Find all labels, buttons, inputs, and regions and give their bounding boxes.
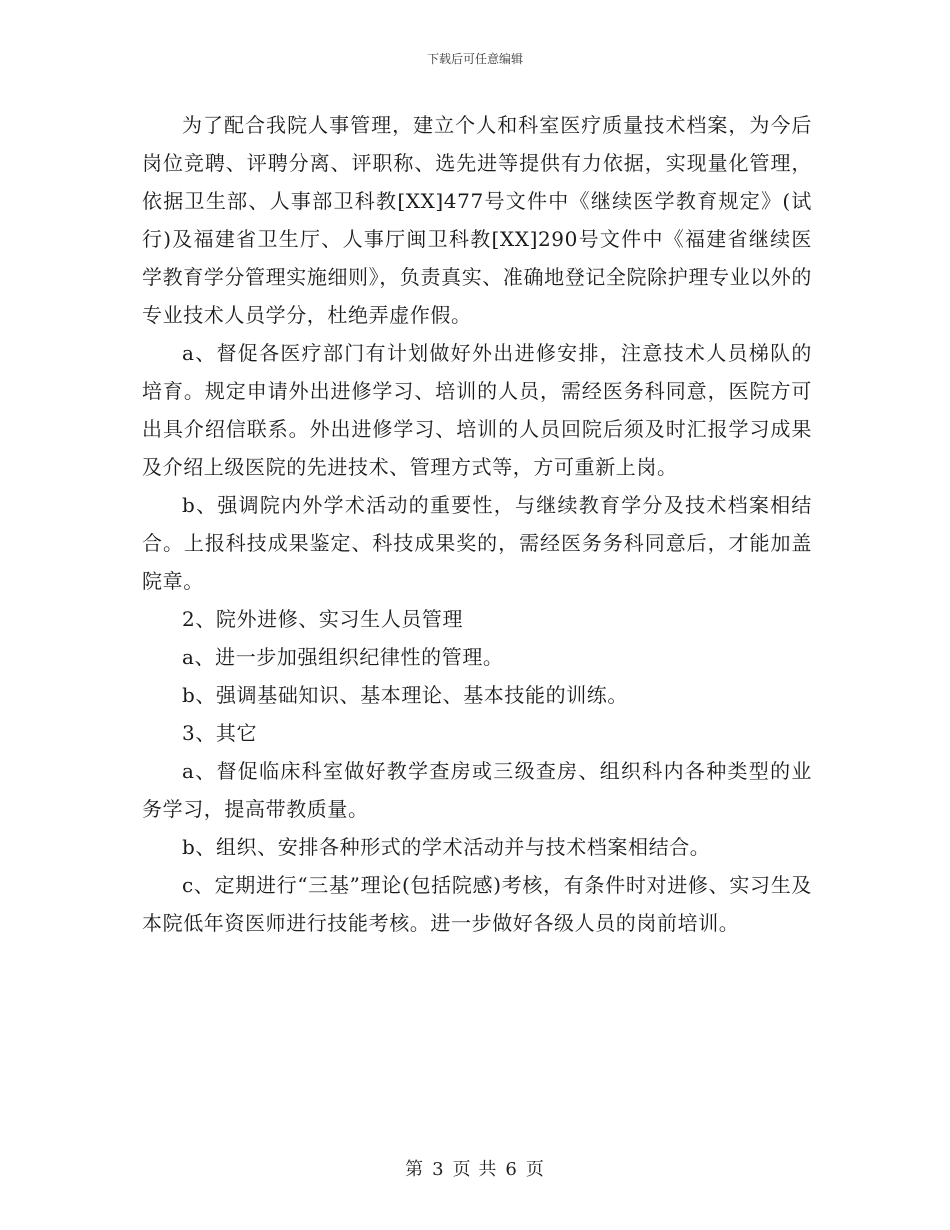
footer-suffix: 页 [525,1159,545,1180]
section-heading-2: 2、院外进修、实习生人员管理 [182,607,464,631]
current-page-number: 3 [432,1159,445,1180]
paragraph-item-b-academic-activity: b、强调院内外学术活动的重要性，与继续教育学分及技术档案相结合。上报科技成果鉴定、科技成果奖的，需经医务务科同意后，才能加盖院章。 [142,493,812,593]
document-body [142,106,812,942]
paragraph-item-3a: a、督促临床科室做好教学查房或三级查房、组织科内各种类型的业务学习，提高带教质量。 [142,759,812,821]
paragraph-item-3b: b、组织、安排各种形式的学术活动并与技术档案相结合。 [182,835,711,859]
paragraph-item-2a: a、进一步加强组织纪律性的管理。 [182,645,504,669]
page-header: 下载后可任意编辑 [426,52,523,66]
paragraph-item-2b: b、强调基础知识、基本理论、基本技能的训练。 [182,683,629,707]
paragraph-intro: 为了配合我院人事管理，建立个人和科室医疗质量技术档案，为今后岗位竞聘、评聘分离、评职称、选先进等提供有力依据，实现量化管理，依据卫生部、人事部卫科教[XX]477号文件中《继续医学教育规定》(试行)及福建省卫生厅、人事厅闽卫科教[XX]290号文件中《福建省继续医学教育学分管理实施细则》，负责真实、准确地登记全院除护理专业以外的专业技术人员学分，杜绝弄虚作假。 [142,113,812,327]
page-footer [0,1155,950,1181]
paragraph-item-a-further-study: a、督促各医疗部门有计划做好外出进修安排，注意技术人员梯队的培育。规定申请外出进修学习、培训的人员，需经医务科同意，医院方可出具介绍信联系。外出进修学习、培训的人员回院后须及时汇报学习成果及介绍上级医院的先进技术、管理方式等，方可重新上岗。 [142,341,812,479]
footer-prefix: 第 [405,1159,425,1180]
paragraph-item-3c: c、定期进行“三基”理论(包括院感)考核，有条件时对进修、实习生及本院低年资医师进行技能考核。进一步做好各级人员的岗前培训。 [142,873,812,935]
section-heading-3: 3、其它 [182,721,258,745]
footer-middle: 页 共 [452,1159,498,1180]
total-pages-number: 6 [505,1159,518,1180]
